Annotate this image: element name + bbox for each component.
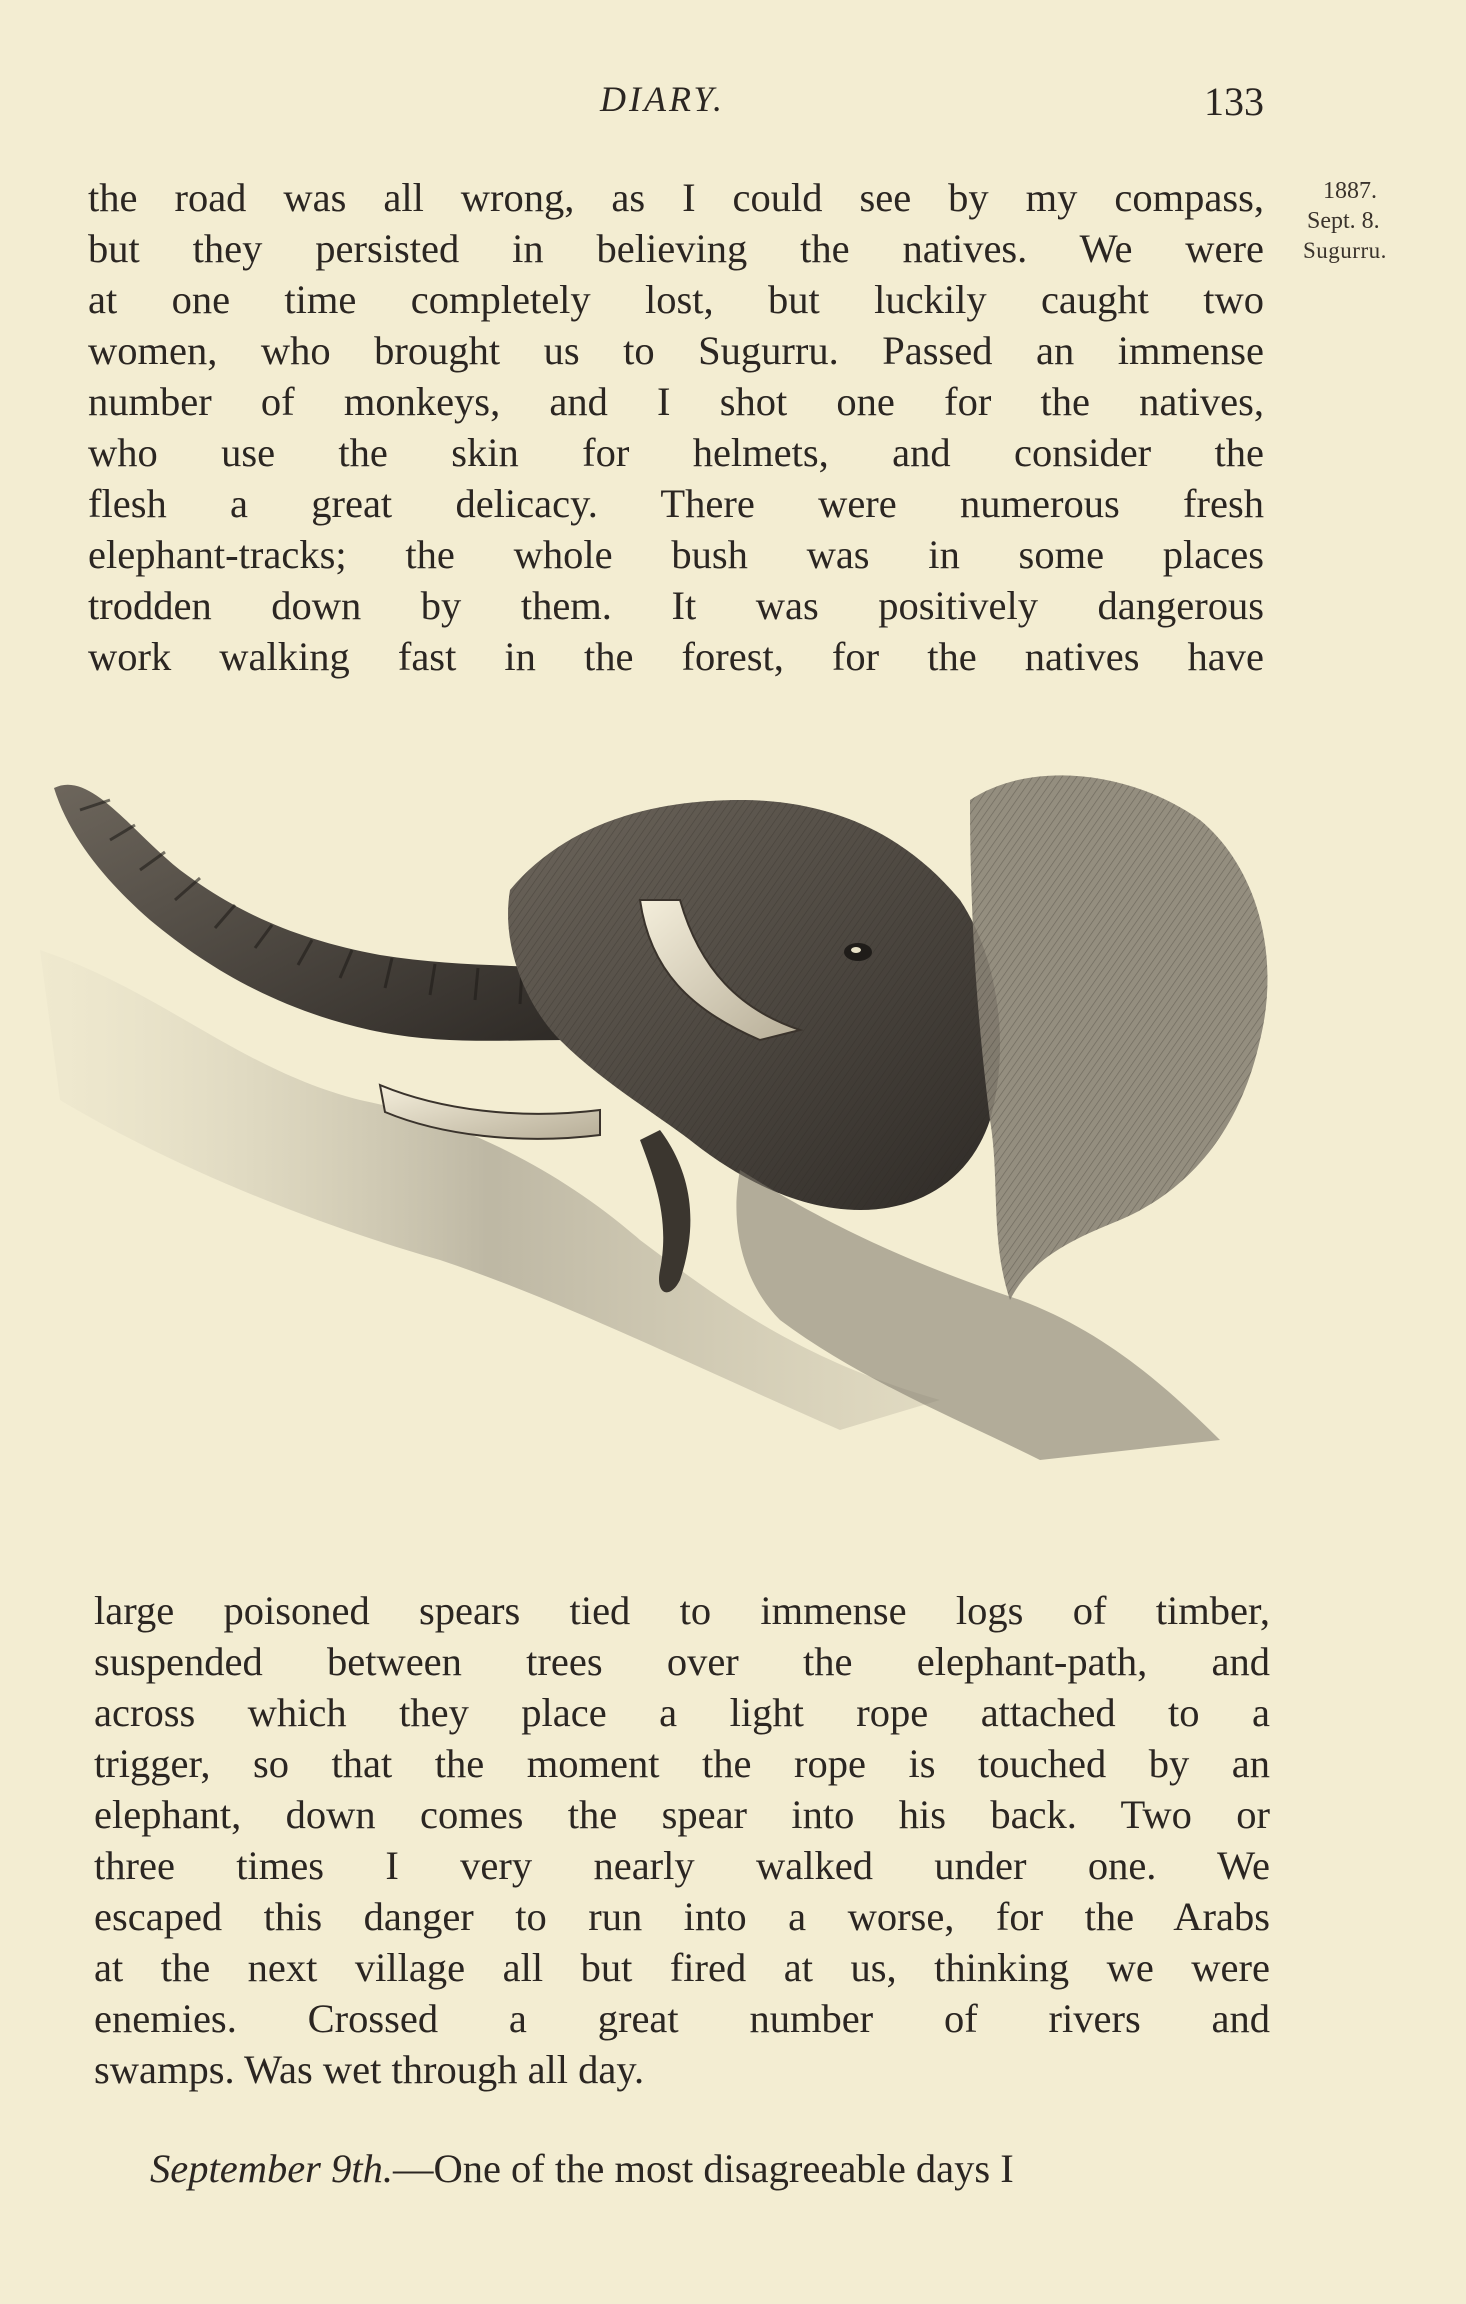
text-line: trigger, so that the moment the rope is touched by an bbox=[94, 1741, 1270, 1786]
entry-date: September 9th. bbox=[150, 2146, 393, 2191]
text-line: elephant-tracks; the whole bush was in some places bbox=[88, 532, 1264, 577]
text-line: suspended between trees over the elephant-path, and bbox=[94, 1639, 1270, 1684]
ear-hatching bbox=[970, 775, 1268, 1300]
entry-text: —One of the most disagreeable days I bbox=[392, 2146, 1014, 2191]
text-line: flesh a great delicacy. There were numerous fresh bbox=[88, 481, 1264, 526]
text-line: women, who brought us to Sugurru. Passed an immense bbox=[88, 328, 1264, 373]
text-line: at one time completely lost, but luckily caught two bbox=[88, 277, 1264, 322]
text-line: but they persisted in believing the natives. We were bbox=[88, 226, 1264, 271]
margin-note bbox=[1303, 176, 1463, 266]
margin-note-date: Sept. 8. bbox=[1307, 208, 1380, 234]
diary-entry-start bbox=[150, 2143, 1270, 2194]
elephant-illustration bbox=[40, 740, 1320, 1520]
neck bbox=[736, 1170, 1220, 1460]
text-line: large poisoned spears tied to immense logs of timber, bbox=[94, 1588, 1270, 1633]
head-hatching bbox=[508, 800, 1000, 1210]
margin-note-place: Sugurru. bbox=[1303, 238, 1387, 263]
text-line: swamps. Was wet through all day. bbox=[94, 2047, 645, 2092]
paragraph-upper bbox=[88, 172, 1264, 682]
elephant-engraving bbox=[40, 740, 1320, 1520]
running-head bbox=[88, 78, 1264, 128]
text-line: elephant, down comes the spear into his back. Two or bbox=[94, 1792, 1270, 1837]
text-line: the road was all wrong, as I could see by my compass, bbox=[88, 175, 1264, 220]
paragraph-lower bbox=[94, 1585, 1270, 2095]
text-line: at the next village all but fired at us, thinking we were bbox=[94, 1945, 1270, 1990]
text-line: enemies. Crossed a great number of rivers and bbox=[94, 1996, 1270, 2041]
running-head-title: DIARY. bbox=[600, 79, 726, 119]
text-line: three times I very nearly walked under one. We bbox=[94, 1843, 1270, 1888]
text-line: who use the skin for helmets, and consider the bbox=[88, 430, 1264, 475]
text-line: work walking fast in the forest, for the natives have bbox=[88, 634, 1264, 679]
text-line: escaped this danger to run into a worse, for the Arabs bbox=[94, 1894, 1270, 1939]
text-line: number of monkeys, and I shot one for the natives, bbox=[88, 379, 1264, 424]
text-line: trodden down by them. It was positively dangerous bbox=[88, 583, 1264, 628]
margin-note-year: 1887. bbox=[1323, 178, 1377, 204]
text-line: across which they place a light rope attached to a bbox=[94, 1690, 1270, 1735]
page-number: 133 bbox=[1204, 79, 1264, 124]
